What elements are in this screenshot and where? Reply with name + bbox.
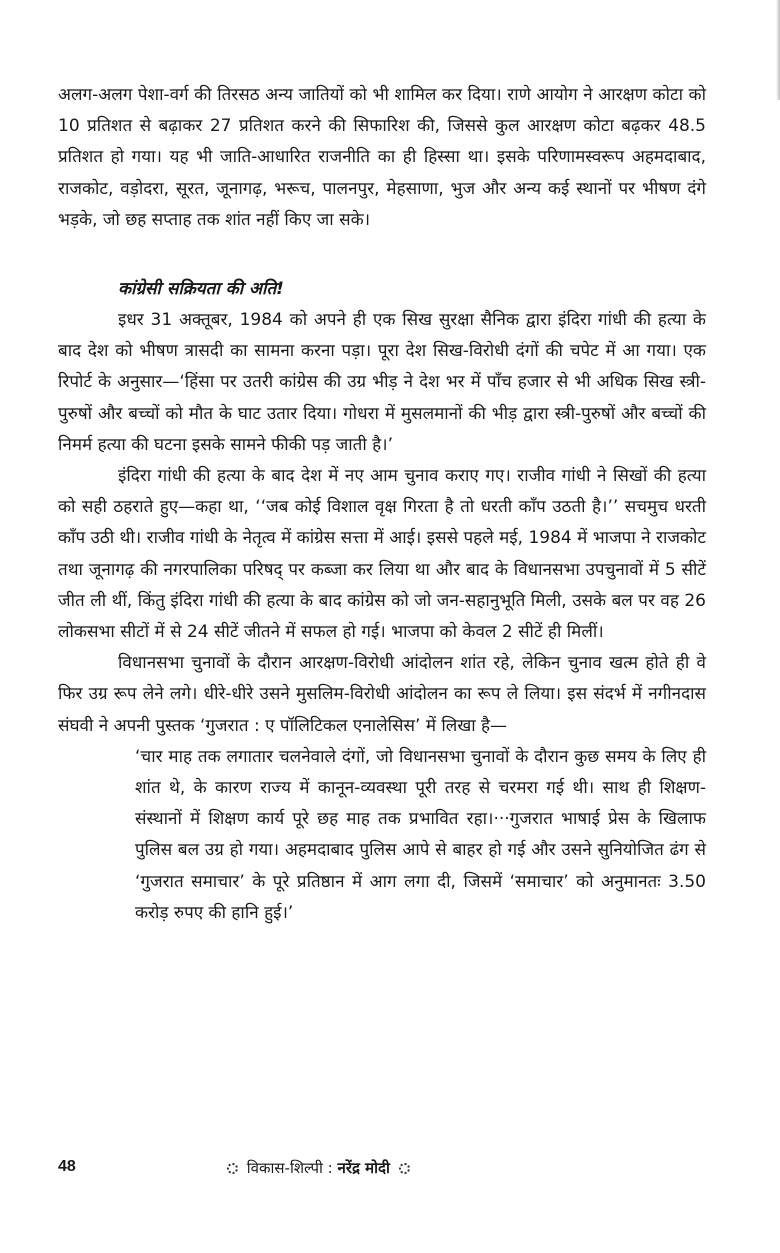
page-number: 48 — [58, 1158, 76, 1175]
book-title: विकास-शिल्पी : — [246, 1159, 333, 1177]
paragraph-1: इधर 31 अक्तूबर, 1984 को अपने ही एक सिख सुरक्षा सैनिक द्वारा इंदिरा गांधी की हत्या के बाद देश को भीषण त्रासदी का सामना करना पड़ा। पूरा देश सिख-विरोधी दंगों की चपेट में आ गया। एक रिपोर्ट के अनुसार—‘हिंसा पर उतरी कांग्रेस की उग्र भीड़ ने देश भर में पाँच हजार से भी अधिक सिख स्त्री-पुरुषों और बच्चों को मौत के घाट उतार दिया। गोधरा में मुसलमानों की भीड़ द्वारा स्त्री-पुरुषों और बच्चों की निमर्म हत्या की घटना इसके सामने फीकी पड़ जाती है।’ — [58, 310, 706, 455]
page-body — [58, 80, 706, 929]
flower-ornament-icon — [399, 1163, 410, 1174]
running-title — [223, 1158, 414, 1178]
section-heading: कांग्रेसी सक्रियता की अति! — [118, 279, 284, 300]
author-name: नरेंद्र मोदी — [337, 1159, 390, 1177]
paragraph-2: इंदिरा गांधी की हत्या के बाद देश में नए आम चुनाव कराए गए। राजीव गांधी ने सिखों की हत्या को सही ठहराते हुए—कहा था, ‘‘जब कोई विशाल वृक्ष गिरता है तो धरती काँप उठती है।’’ सचमुच धरती काँप उठी थी। राजीव गांधी के नेतृत्व में कांग्रेस सत्ता में आई। इससे पहले मई, 1984 में भाजपा ने राजकोट तथा जूनागढ़ की नगरपालिका परिषद् पर कब्जा कर लिया था और बाद के विधानसभा उपचुनावों में 5 सीटें जीत ली थीं, किंतु इंदिरा गांधी की हत्या के बाद कांग्रेस को जो जन-सहानुभूति मिली, उसके बल पर वह 26 लोकसभा सीटों में से 24 सीटें जीतने में सफल हो गई। भाजपा को केवल 2 सीटें ही मिलीं। — [58, 466, 706, 643]
page-footer — [58, 1158, 706, 1182]
paragraph-3: विधानसभा चुनावों के दौरान आरक्षण-विरोधी आंदोलन शांत रहे, लेकिन चुनाव खत्म होते ही वे फिर उग्र रूप लेने लगे। धीरे-धीरे उसने मुसलिम-विरोधी आंदोलन का रूप ले लिया। इस संदर्भ में नगीनदास संघवी ने अपनी पुस्तक ‘गुजरात : ए पॉलिटिकल एनालेसिस’ में लिखा है— — [58, 653, 706, 736]
flower-ornament-icon — [227, 1163, 238, 1174]
block-quote: ‘चार माह तक लगातार चलनेवाले दंगों, जो विधानसभा चुनावों के दौरान कुछ समय के लिए ही शांत थे, के कारण राज्य में कानून-व्यवस्था पूरी तरह से चरमरा गई थी। साथ ही शिक्षण-संस्थानों में शिक्षण कार्य पूरे छह माह तक प्रभावित रहा।···गुजरात भाषाई प्रेस के खिलाफ पुलिस बल उग्र हो गया। अहमदाबाद पुलिस आपे से बाहर हो गई और उसने सुनियोजित ढंग से ‘गुजरात समाचार’ के पूरे प्रतिष्ठान में आग लगा दी, जिसमें ‘समाचार’ को अनुमानतः 3.50 करोड़ रुपए की हानि हुई।’ — [135, 746, 706, 923]
page-edge-shadow — [776, 0, 780, 100]
paragraph-intro: अलग-अलग पेशा-वर्ग की तिरसठ अन्य जातियों को भी शामिल कर दिया। राणे आयोग ने आरक्षण कोटा को 10 प्रतिशत से बढ़ाकर 27 प्रतिशत करने की सिफारिश की, जिससे कुल आरक्षण कोटा बढ़कर 48.5 प्रतिशत हो गया। यह भी जाति-आधारित राजनीति का ही हिस्सा था। इसके परिणामस्वरूप अहमदाबाद, राजकोट, वड़ोदरा, सूरत, जूनागढ़, भरूच, पालनपुर, मेहसाणा, भुज और अन्य कई स्थानों पर भीषण दंगे भड़के, जो छह सप्ताह तक शांत नहीं किए जा सके। — [58, 85, 706, 230]
